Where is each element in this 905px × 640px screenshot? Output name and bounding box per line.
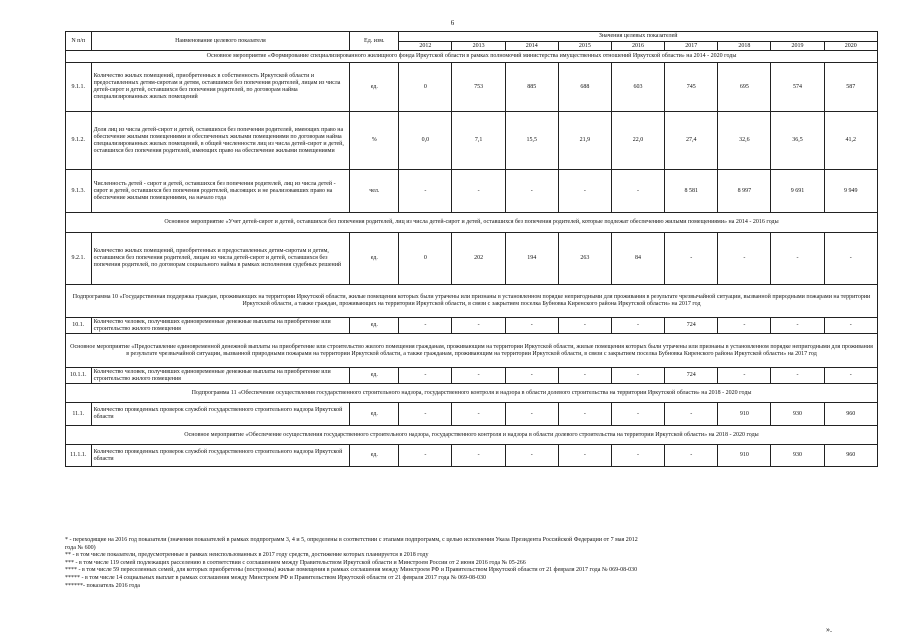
indicator-value: - xyxy=(505,318,558,334)
section-title: Подпрограмма 11 «Обеспечение осуществления государственного строительного надзора, государственного контроля и надзора в области долевого строительства на территории Иркутской области» на 2018 - 2020 годы xyxy=(66,384,878,403)
indicator-value: - xyxy=(718,368,771,384)
indicator-value: - xyxy=(399,318,452,334)
indicator-value: 202 xyxy=(452,233,505,285)
page-number: 6 xyxy=(450,19,455,27)
indicator-row xyxy=(66,63,878,112)
indicator-value: 7,1 xyxy=(452,112,505,170)
indicator-value: - xyxy=(771,318,824,334)
indicator-value: - xyxy=(611,318,664,334)
indicator-num: 10.1. xyxy=(66,318,92,334)
indicator-value: 745 xyxy=(665,63,718,112)
indicator-value: - xyxy=(611,170,664,213)
indicator-value: 263 xyxy=(558,233,611,285)
indicator-value: - xyxy=(452,403,505,426)
section-row xyxy=(66,213,878,233)
indicator-value: 910 xyxy=(718,403,771,426)
indicator-value: 0 xyxy=(399,63,452,112)
indicator-name: Количество человек, получивших единовременные денежные выплаты на приобретение или строительство жилого помещения xyxy=(91,368,350,384)
indicator-row xyxy=(66,368,878,384)
indicator-value: - xyxy=(399,403,452,426)
indicator-unit: ед. xyxy=(350,403,399,426)
section-row xyxy=(66,384,878,403)
indicator-value: - xyxy=(611,368,664,384)
indicator-unit: ед. xyxy=(350,318,399,334)
indicator-value: - xyxy=(452,170,505,213)
footnote: *** - в том числе 119 семей подлежащих расселению в соответствии с соглашением между Правительством Иркутской области и Минстроем России от 2 июня 2016 года № 05-266 xyxy=(65,559,526,566)
indicator-row xyxy=(66,233,878,285)
indicator-value: - xyxy=(505,170,558,213)
indicator-value: 688 xyxy=(558,63,611,112)
indicator-value: 41,2 xyxy=(824,112,877,170)
section-title: Основное мероприятие «Предоставление единовременной денежной выплаты на приобретение или строительство жилого помещения гражданам, проживающим на территории Иркутской области, жилые помещения которых были утрачены или признаны в установленном порядке непригодными для проживания в результате чрезвычайной ситуации, вызванной природными пожарами на территории Иркутской области, а также гражданам, проживающим на территории Иркутской области, в связи с закрытием поселка Бубновка Киренского района Иркутской области» на 2017 год xyxy=(66,334,878,368)
footnote: * - переходящие на 2016 год показатели (значения показателей в рамках подпрограмм 3, 4 и 5, определены в соответствии с этапами подпрограмм, с целью исполнения Указа Президента Российской Федерации от 7 мая 2012 xyxy=(65,537,638,543)
header-year: 2014 xyxy=(505,42,558,51)
indicator-value: 960 xyxy=(824,403,877,426)
indicator-value: 32,6 xyxy=(718,112,771,170)
section-title: Основное мероприятие «Формирование специализированного жилищного фонда Иркутской области в рамках полномочий министерства имущественных отношений Иркутской области» на 2014 - 2020 годы xyxy=(66,51,878,63)
indicator-name: Доля лиц из числа детей-сирот и детей, оставшихся без попечения родителей, имеющих право на обеспечение жилыми помещениями и обеспеченных жилыми помещениями по договорам найма специализированных жилых помещений, в общей численности лиц из числа детей-сирот и детей, оставшихся без попечения родителей, имеющих право на обеспечение жилыми помещениями xyxy=(91,112,350,170)
indicator-value: 603 xyxy=(611,63,664,112)
header-num: N п/п xyxy=(66,32,92,51)
indicator-value: 22,0 xyxy=(611,112,664,170)
indicator-value: - xyxy=(505,445,558,467)
indicator-value: - xyxy=(824,318,877,334)
header-year: 2017 xyxy=(665,42,718,51)
indicator-unit: ед. xyxy=(350,233,399,285)
indicator-num: 9.2.1. xyxy=(66,233,92,285)
section-row xyxy=(66,51,878,63)
indicator-value: 27,4 xyxy=(665,112,718,170)
indicator-unit: ед. xyxy=(350,445,399,467)
indicator-value: 15,5 xyxy=(505,112,558,170)
indicator-unit: % xyxy=(350,112,399,170)
indicator-value: 8 581 xyxy=(665,170,718,213)
indicator-value: - xyxy=(558,403,611,426)
header-year: 2013 xyxy=(452,42,505,51)
indicator-value: - xyxy=(558,318,611,334)
indicator-name: Количество жилых помещений, приобретенных и предоставленных детям-сиротам и детям, оставшимся без попечения родителей, лицам из числа детей-сирот и детей, оставшихся без попечения родителей, по договорам социального найма в рамках исполнения судебных решений xyxy=(91,233,350,285)
indicator-value: 574 xyxy=(771,63,824,112)
section-row xyxy=(66,426,878,445)
footnote: ******- показатель 2016 года xyxy=(65,582,140,589)
section-title: Основное мероприятие «Обеспечение осуществления государственного строительного надзора, государственного контроля и надзора в области долевого строительства на территории Иркутской области» на 2018 - 2020 годы xyxy=(66,426,878,445)
indicator-num: 9.1.2. xyxy=(66,112,92,170)
indicator-value: 0 xyxy=(399,233,452,285)
indicator-value: 36,5 xyxy=(771,112,824,170)
indicator-num: 9.1.1. xyxy=(66,63,92,112)
indicator-value: 8 997 xyxy=(718,170,771,213)
indicator-value: - xyxy=(771,368,824,384)
indicator-value: 9 949 xyxy=(824,170,877,213)
header-year: 2018 xyxy=(718,42,771,51)
indicator-value: - xyxy=(665,403,718,426)
indicator-value: 21,9 xyxy=(558,112,611,170)
section-title: Основное мероприятие «Учет детей-сирот и детей, оставшихся без попечения родителей, лиц из числа детей-сирот и детей, оставшихся без попечения родителей, которые подлежат обеспечению жилыми помещениями» на 2014 - 2016 годы xyxy=(66,213,878,233)
header-values-group: Значения целевых показателей xyxy=(399,32,878,42)
indicator-row xyxy=(66,112,878,170)
indicator-value: - xyxy=(505,368,558,384)
indicator-value: - xyxy=(399,368,452,384)
indicator-value: - xyxy=(558,445,611,467)
indicator-value: - xyxy=(665,445,718,467)
indicator-value: - xyxy=(611,445,664,467)
indicator-value: 910 xyxy=(718,445,771,467)
section-title: Подпрограмма 10 «Государственная поддержка граждан, проживающих на территории Иркутской области, жилые помещения которых были утрачены или признаны в установленном порядке непригодными для проживания в результате чрезвычайной ситуации, вызванной природными пожарами на территории Иркутской области, а также граждан, проживающих на территории Иркутской области, в связи с закрытием поселка Бубновка Киренского района Иркутской области» на 2017 год xyxy=(66,285,878,318)
indicator-name: Количество человек, получивших единовременные денежные выплаты на приобретение или строительство жилого помещения xyxy=(91,318,350,334)
indicator-value: 0,0 xyxy=(399,112,452,170)
indicator-name: Количество проведенных проверок службой государственного строительного надзора Иркутской области xyxy=(91,403,350,426)
header-year: 2020 xyxy=(824,42,877,51)
footnote: ***** - в том числе 14 социальных выплат в рамках соглашения между Минстроем РФ и Правительством Иркутской области от 21 февраля 2017 года № 069-08-030 xyxy=(65,574,486,581)
indicator-name: Численность детей - сирот и детей, оставшихся без попечения родителей, лиц из числа детей - сирот и детей, оставшихся без попечения родителей, высоящих и не реализовавших право на обеспечение жилыми помещениями, на начало года xyxy=(91,170,350,213)
indicator-value: - xyxy=(824,233,877,285)
footnotes xyxy=(65,537,845,590)
indicator-value: 587 xyxy=(824,63,877,112)
header-name: Наименование целевого показателя xyxy=(91,32,350,51)
indicator-name: Количество жилых помещений, приобретенных в собственность Иркутской области и предоставленных детям-сиротам и детям, оставшимся без попечения родителей, лицам из числа детей-сирот и детей, оставшихся без попечения родителей, по договорам найма специализированных жилых помещений xyxy=(91,63,350,112)
indicator-value: 885 xyxy=(505,63,558,112)
header-year: 2016 xyxy=(611,42,664,51)
indicator-value: - xyxy=(399,170,452,213)
header-unit: Ед. изм. xyxy=(350,32,399,51)
header-year: 2019 xyxy=(771,42,824,51)
indicator-name: Количество проведенных проверок службой государственного строительного надзора Иркутской области xyxy=(91,445,350,467)
indicator-num: 11.1. xyxy=(66,403,92,426)
target-indicators-table xyxy=(65,31,878,467)
indicator-value: - xyxy=(558,368,611,384)
indicator-num: 10.1.1. xyxy=(66,368,92,384)
indicator-value: 84 xyxy=(611,233,664,285)
indicator-unit: ед. xyxy=(350,63,399,112)
indicator-row xyxy=(66,170,878,213)
indicator-value: 930 xyxy=(771,445,824,467)
indicator-num: 11.1.1. xyxy=(66,445,92,467)
indicator-value: - xyxy=(452,318,505,334)
indicator-row xyxy=(66,318,878,334)
header-year: 2012 xyxy=(399,42,452,51)
indicator-unit: чел. xyxy=(350,170,399,213)
footnote: года № 600) xyxy=(65,544,96,551)
indicator-value: 695 xyxy=(718,63,771,112)
indicator-value: - xyxy=(452,445,505,467)
indicator-value: - xyxy=(505,403,558,426)
indicator-value: 9 691 xyxy=(771,170,824,213)
indicator-value: - xyxy=(718,233,771,285)
indicator-value: - xyxy=(824,368,877,384)
footnote: ** - в том числе показатели, предусмотренные в рамках неиспользованных в 2017 году средств, достижение которых планируется в 2018 году xyxy=(65,552,429,559)
indicator-value: - xyxy=(771,233,824,285)
indicator-value: - xyxy=(452,368,505,384)
indicator-value: - xyxy=(718,318,771,334)
indicator-unit: ед. xyxy=(350,368,399,384)
closing-mark: ». xyxy=(826,625,832,634)
header-year: 2015 xyxy=(558,42,611,51)
indicator-row xyxy=(66,403,878,426)
indicator-value: 724 xyxy=(665,318,718,334)
indicator-value: - xyxy=(611,403,664,426)
indicator-value: 930 xyxy=(771,403,824,426)
indicator-value: 960 xyxy=(824,445,877,467)
section-row xyxy=(66,285,878,318)
indicator-value: 194 xyxy=(505,233,558,285)
indicator-value: - xyxy=(558,170,611,213)
footnote: **** - в том числе 59 переселенных семей, для которых приобретены (построены) жилые помещения в рамках соглашения между Минстроем РФ и Правительством Иркутской области от 21 февраля 2017 года № 069-08-030 xyxy=(65,567,638,574)
indicator-value: 753 xyxy=(452,63,505,112)
indicator-row xyxy=(66,445,878,467)
indicator-num: 9.1.3. xyxy=(66,170,92,213)
indicator-value: - xyxy=(665,233,718,285)
indicator-value: - xyxy=(399,445,452,467)
indicator-value: 724 xyxy=(665,368,718,384)
section-row xyxy=(66,334,878,368)
